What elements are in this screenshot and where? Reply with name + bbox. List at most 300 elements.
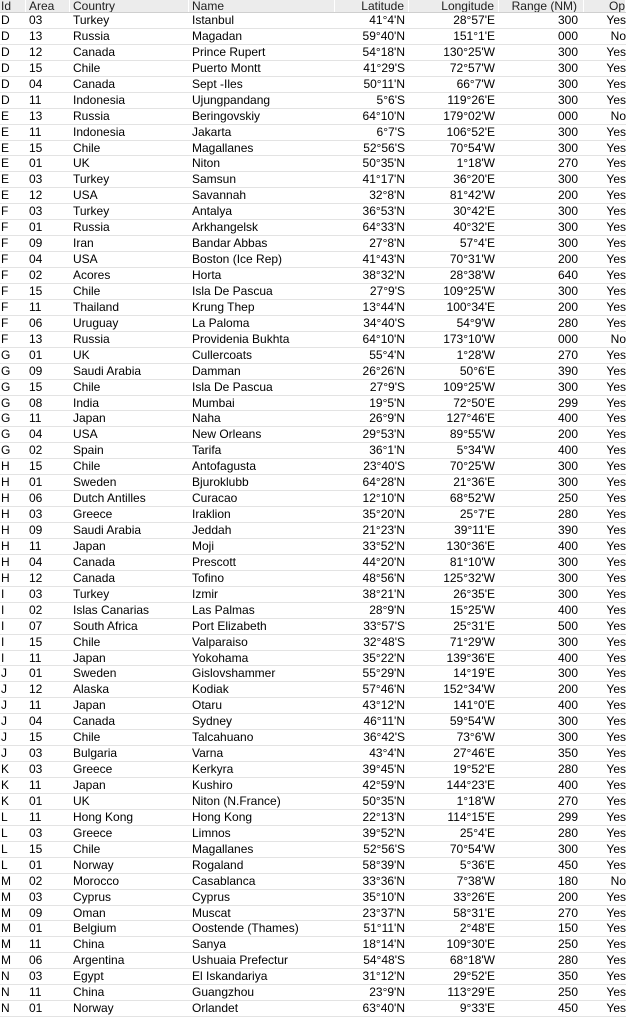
- area-cell: 11: [29, 299, 42, 314]
- latitude-cell: 21°23'N: [362, 523, 405, 537]
- table-header: [0, 0, 626, 13]
- area-cell: 03: [29, 825, 43, 840]
- op-cell: Yes: [606, 283, 626, 298]
- area-cell: 03: [29, 204, 43, 219]
- latitude-cell: 33°52'N: [362, 538, 405, 553]
- area-cell: 06: [29, 953, 43, 968]
- name-cell: Mumbai: [192, 395, 235, 410]
- longitude-cell: 109°25'W: [443, 379, 495, 394]
- op-cell: Yes: [606, 969, 626, 984]
- name-cell: Damman: [192, 363, 241, 378]
- range-cell: 450: [557, 857, 578, 872]
- name-cell: Jeddah: [192, 523, 232, 537]
- name-cell: Kodiak: [192, 682, 229, 697]
- area-cell: 12: [29, 188, 43, 203]
- longitude-cell: 71°29'W: [449, 634, 495, 649]
- range-cell: 350: [557, 969, 578, 984]
- table-row[interactable]: [0, 332, 626, 348]
- id-cell: D: [1, 76, 10, 91]
- country-cell: USA: [73, 188, 98, 203]
- table-row[interactable]: [0, 125, 626, 141]
- longitude-cell: 7°38'W: [456, 873, 495, 888]
- name-cell: Sydney: [192, 714, 233, 729]
- range-cell: 400: [557, 411, 578, 426]
- area-cell: 09: [29, 523, 43, 537]
- latitude-cell: 31°12'N: [362, 969, 405, 984]
- op-cell: Yes: [606, 730, 626, 745]
- name-cell: Magallanes: [192, 841, 254, 856]
- longitude-cell: 5°34'W: [456, 443, 495, 458]
- latitude-cell: 52°56'S: [363, 140, 405, 155]
- id-cell: K: [1, 793, 10, 808]
- country-cell: Japan: [73, 538, 106, 553]
- op-cell: Yes: [606, 124, 626, 139]
- table-row[interactable]: [0, 619, 626, 635]
- name-cell: Magallanes: [192, 140, 254, 155]
- longitude-cell: 54°9'W: [456, 315, 495, 330]
- id-cell: M: [1, 889, 11, 904]
- table-row[interactable]: [0, 539, 626, 555]
- name-cell: Sept -Iles: [192, 76, 243, 91]
- range-cell: 299: [557, 809, 578, 824]
- op-cell: Yes: [606, 475, 626, 490]
- table-row[interactable]: [0, 523, 626, 539]
- column-header-latitude[interactable]: Latitude: [335, 0, 409, 12]
- name-cell: Otaru: [192, 698, 223, 713]
- range-cell: 450: [557, 1001, 578, 1016]
- longitude-cell: 1°18'W: [456, 793, 495, 808]
- column-header-op[interactable]: Op: [584, 0, 626, 12]
- name-cell: Isla De Pascua: [192, 283, 273, 298]
- table-row[interactable]: [0, 778, 626, 794]
- name-cell: Port Elizabeth: [192, 618, 267, 633]
- country-cell: Japan: [73, 650, 106, 665]
- table-row[interactable]: [0, 459, 626, 475]
- latitude-cell: 23°9'N: [369, 985, 405, 1000]
- range-cell: 200: [557, 427, 578, 442]
- name-cell: Varna: [192, 746, 224, 761]
- latitude-cell: 59°40'N: [362, 28, 405, 43]
- op-cell: Yes: [606, 459, 626, 474]
- table-row[interactable]: [0, 842, 626, 858]
- latitude-cell: 54°18'N: [362, 44, 405, 59]
- id-cell: I: [1, 650, 5, 665]
- longitude-cell: 89°55'W: [449, 427, 495, 442]
- table-row[interactable]: [0, 651, 626, 667]
- area-cell: 11: [29, 124, 42, 139]
- area-cell: 15: [29, 283, 43, 298]
- table-row[interactable]: [0, 443, 626, 459]
- table-row[interactable]: [0, 794, 626, 810]
- range-cell: 250: [557, 985, 578, 1000]
- id-cell: K: [1, 762, 10, 777]
- range-cell: 300: [557, 44, 578, 59]
- name-cell: Prince Rupert: [192, 44, 266, 59]
- latitude-cell: 27°9'S: [369, 379, 405, 394]
- id-cell: L: [1, 857, 8, 872]
- table-row[interactable]: [0, 603, 626, 619]
- column-header-name[interactable]: Name: [189, 0, 335, 12]
- op-cell: Yes: [606, 427, 626, 442]
- longitude-cell: 173°10'W: [443, 331, 495, 346]
- longitude-cell: 15°25'W: [449, 602, 495, 617]
- range-cell: 300: [557, 714, 578, 729]
- area-cell: 12: [29, 570, 43, 585]
- range-cell: 000: [557, 331, 578, 346]
- area-cell: 15: [29, 379, 43, 394]
- op-cell: Yes: [606, 268, 626, 282]
- table-row[interactable]: [0, 810, 626, 826]
- range-cell: 300: [557, 124, 578, 139]
- range-cell: 270: [557, 156, 578, 171]
- table-row[interactable]: [0, 156, 626, 172]
- longitude-cell: 58°31'E: [453, 905, 495, 920]
- country-cell: South Africa: [73, 618, 138, 633]
- table-row[interactable]: [0, 682, 626, 698]
- latitude-cell: 35°22'N: [362, 650, 405, 665]
- area-cell: 15: [29, 459, 43, 474]
- country-cell: Argentina: [73, 953, 125, 968]
- area-cell: 11: [29, 698, 42, 713]
- table-row[interactable]: [0, 571, 626, 587]
- country-cell: Canada: [73, 44, 116, 59]
- op-cell: No: [610, 873, 626, 888]
- op-cell: Yes: [606, 937, 626, 952]
- country-cell: Cyprus: [73, 889, 112, 904]
- range-cell: 300: [557, 634, 578, 649]
- table-row[interactable]: [0, 666, 626, 682]
- longitude-cell: 70°25'W: [449, 459, 495, 474]
- table-row[interactable]: [0, 45, 626, 61]
- latitude-cell: 64°10'N: [362, 331, 405, 346]
- name-cell: Limnos: [192, 825, 231, 840]
- id-cell: G: [1, 379, 11, 394]
- name-cell: Muscat: [192, 905, 231, 920]
- latitude-cell: 39°45'N: [362, 762, 405, 777]
- range-cell: 640: [557, 268, 578, 282]
- country-cell: UK: [73, 347, 90, 362]
- longitude-cell: 57°4'E: [459, 236, 495, 251]
- op-cell: Yes: [606, 682, 626, 697]
- table-row[interactable]: [0, 475, 626, 491]
- name-cell: Yokohama: [192, 650, 249, 665]
- range-cell: 300: [557, 172, 578, 187]
- name-cell: Jakarta: [192, 124, 232, 139]
- column-header-range[interactable]: Range (NM): [499, 0, 584, 12]
- latitude-cell: 43°4'N: [369, 746, 405, 761]
- name-cell: Bjuroklubb: [192, 475, 249, 490]
- longitude-cell: 66°7'W: [456, 76, 495, 91]
- latitude-cell: 34°40'S: [363, 315, 405, 330]
- longitude-cell: 144°23'E: [446, 778, 495, 792]
- table-row[interactable]: [0, 13, 626, 29]
- latitude-cell: 38°32'N: [362, 268, 405, 282]
- area-cell: 11: [29, 92, 42, 107]
- longitude-cell: 81°42'W: [449, 188, 495, 203]
- table-row[interactable]: [0, 109, 626, 125]
- country-cell: Dutch Antilles: [73, 491, 146, 506]
- longitude-cell: 114°15'E: [447, 809, 495, 824]
- latitude-cell: 64°10'N: [362, 108, 405, 123]
- longitude-cell: 28°57'E: [453, 13, 495, 27]
- id-cell: J: [1, 666, 7, 681]
- area-cell: 03: [29, 969, 43, 984]
- id-cell: J: [1, 682, 7, 697]
- table-row[interactable]: [0, 364, 626, 380]
- latitude-cell: 42°59'N: [362, 778, 405, 792]
- table-row[interactable]: [0, 236, 626, 252]
- id-cell: F: [1, 220, 9, 235]
- country-cell: Saudi Arabia: [73, 363, 142, 378]
- table-row[interactable]: [0, 874, 626, 890]
- table-row[interactable]: [0, 858, 626, 874]
- op-cell: Yes: [606, 538, 626, 553]
- range-cell: 300: [557, 475, 578, 490]
- table-row[interactable]: [0, 890, 626, 906]
- name-cell: Puerto Montt: [192, 60, 261, 75]
- area-cell: 11: [29, 778, 42, 792]
- op-cell: No: [610, 28, 626, 43]
- table-row[interactable]: [0, 348, 626, 364]
- range-cell: 000: [557, 108, 578, 123]
- name-cell: Moji: [192, 538, 215, 553]
- latitude-cell: 29°53'N: [362, 427, 405, 442]
- table-row[interactable]: [0, 937, 626, 953]
- table-row[interactable]: [0, 762, 626, 778]
- country-cell: Bulgaria: [73, 746, 118, 761]
- table-row[interactable]: [0, 411, 626, 427]
- country-cell: India: [73, 395, 100, 410]
- name-cell: Kushiro: [192, 778, 233, 792]
- op-cell: No: [610, 108, 626, 123]
- table-row[interactable]: [0, 77, 626, 93]
- range-cell: 350: [557, 746, 578, 761]
- latitude-cell: 36°1'N: [369, 443, 405, 458]
- latitude-cell: 44°20'N: [362, 554, 405, 569]
- id-cell: F: [1, 236, 9, 251]
- name-cell: New Orleans: [192, 427, 262, 442]
- table-row[interactable]: [0, 491, 626, 507]
- table-row[interactable]: [0, 985, 626, 1001]
- latitude-cell: 33°36'N: [362, 873, 405, 888]
- name-cell: El Iskandariya: [192, 969, 268, 984]
- table-row[interactable]: [0, 555, 626, 571]
- country-cell: Greece: [73, 507, 113, 522]
- country-cell: Indonesia: [73, 124, 126, 139]
- country-cell: Acores: [73, 268, 111, 282]
- name-cell: Hong Kong: [192, 809, 253, 824]
- latitude-cell: 26°9'N: [369, 411, 405, 426]
- country-cell: UK: [73, 793, 90, 808]
- area-cell: 11: [29, 809, 42, 824]
- country-cell: Turkey: [73, 204, 110, 219]
- longitude-cell: 100°34'E: [446, 299, 495, 314]
- longitude-cell: 25°31'E: [453, 618, 495, 633]
- table-row[interactable]: [0, 1001, 626, 1017]
- name-cell: Magadan: [192, 28, 243, 43]
- name-cell: Antofagusta: [192, 459, 257, 474]
- latitude-cell: 41°43'N: [362, 252, 405, 267]
- longitude-cell: 119°26'E: [447, 92, 495, 107]
- longitude-cell: 152°34'W: [443, 682, 495, 697]
- latitude-cell: 57°46'N: [362, 682, 405, 697]
- id-cell: E: [1, 124, 10, 139]
- column-header-area[interactable]: Area: [26, 0, 70, 12]
- id-cell: H: [1, 570, 10, 585]
- area-cell: 11: [29, 985, 42, 1000]
- area-cell: 06: [29, 491, 43, 506]
- table-body: [0, 13, 626, 1017]
- name-cell: Savannah: [192, 188, 247, 203]
- name-cell: Rogaland: [192, 857, 244, 872]
- id-cell: H: [1, 523, 10, 537]
- table-row[interactable]: [0, 188, 626, 204]
- table-row[interactable]: [0, 284, 626, 300]
- area-cell: 11: [29, 411, 42, 426]
- table-row[interactable]: [0, 141, 626, 157]
- id-cell: F: [1, 299, 9, 314]
- longitude-cell: 141°0'E: [453, 698, 495, 713]
- name-cell: Curacao: [192, 491, 238, 506]
- op-cell: Yes: [606, 204, 626, 219]
- latitude-cell: 18°14'N: [362, 937, 405, 952]
- country-cell: Islas Canarias: [73, 602, 150, 617]
- id-cell: F: [1, 268, 9, 282]
- id-cell: G: [1, 411, 11, 426]
- name-cell: Izmir: [192, 586, 218, 601]
- area-cell: 01: [29, 666, 43, 681]
- latitude-cell: 48°56'N: [362, 570, 405, 585]
- op-cell: Yes: [606, 714, 626, 729]
- longitude-cell: 25°7'E: [459, 507, 495, 522]
- range-cell: 300: [557, 220, 578, 235]
- area-cell: 03: [29, 507, 43, 522]
- country-cell: Chile: [73, 634, 101, 649]
- latitude-cell: 23°40'S: [363, 459, 405, 474]
- longitude-cell: 109°25'W: [443, 283, 495, 298]
- table-row[interactable]: [0, 714, 626, 730]
- longitude-cell: 36°20'E: [453, 172, 495, 187]
- country-cell: Japan: [73, 698, 106, 713]
- country-cell: Chile: [73, 841, 101, 856]
- op-cell: Yes: [606, 985, 626, 1000]
- range-cell: 400: [557, 650, 578, 665]
- table-row[interactable]: [0, 220, 626, 236]
- table-row[interactable]: [0, 427, 626, 443]
- op-cell: Yes: [606, 1001, 626, 1016]
- longitude-cell: 109°30'E: [446, 937, 495, 952]
- table-row[interactable]: [0, 746, 626, 762]
- table-row[interactable]: [0, 300, 626, 316]
- longitude-cell: 70°31'W: [449, 252, 495, 267]
- country-cell: Chile: [73, 60, 101, 75]
- table-row[interactable]: [0, 953, 626, 969]
- longitude-cell: 1°18'W: [456, 156, 495, 171]
- op-cell: Yes: [606, 698, 626, 713]
- table-row[interactable]: [0, 29, 626, 45]
- table-row[interactable]: [0, 61, 626, 77]
- table-row[interactable]: [0, 268, 626, 284]
- latitude-cell: 6°7'S: [376, 124, 405, 139]
- range-cell: 300: [557, 586, 578, 601]
- id-cell: L: [1, 841, 8, 856]
- latitude-cell: 52°56'S: [363, 841, 405, 856]
- op-cell: Yes: [606, 44, 626, 59]
- name-cell: Guangzhou: [192, 985, 255, 1000]
- area-cell: 04: [29, 554, 43, 569]
- area-cell: 03: [29, 13, 43, 27]
- country-cell: Belgium: [73, 921, 117, 936]
- table-row[interactable]: [0, 921, 626, 937]
- country-cell: USA: [73, 252, 98, 267]
- op-cell: Yes: [606, 905, 626, 920]
- name-cell: Tarifa: [192, 443, 222, 458]
- table-row[interactable]: [0, 507, 626, 523]
- column-header-id[interactable]: Id: [0, 0, 26, 12]
- area-cell: 12: [29, 44, 43, 59]
- id-cell: F: [1, 283, 9, 298]
- country-cell: Japan: [73, 411, 106, 426]
- area-cell: 13: [29, 331, 43, 346]
- table-row[interactable]: [0, 698, 626, 714]
- table-row[interactable]: [0, 204, 626, 220]
- op-cell: Yes: [606, 156, 626, 171]
- range-cell: 270: [557, 347, 578, 362]
- table-row[interactable]: [0, 252, 626, 268]
- table-row[interactable]: [0, 587, 626, 603]
- latitude-cell: 32°8'N: [369, 188, 405, 203]
- table-row[interactable]: [0, 396, 626, 412]
- country-cell: Japan: [73, 778, 106, 792]
- op-cell: Yes: [606, 60, 626, 75]
- op-cell: Yes: [606, 188, 626, 203]
- country-cell: Alaska: [73, 682, 110, 697]
- id-cell: L: [1, 809, 8, 824]
- area-cell: 03: [29, 586, 43, 601]
- op-cell: Yes: [606, 889, 626, 904]
- table-row[interactable]: [0, 730, 626, 746]
- area-cell: 01: [29, 220, 43, 235]
- table-row[interactable]: [0, 826, 626, 842]
- area-cell: 15: [29, 841, 43, 856]
- area-cell: 08: [29, 395, 43, 410]
- table-row[interactable]: [0, 969, 626, 985]
- country-cell: Russia: [73, 108, 110, 123]
- longitude-cell: 19°52'E: [453, 762, 495, 777]
- name-cell: Gislovshammer: [192, 666, 276, 681]
- table-row[interactable]: [0, 635, 626, 651]
- op-cell: Yes: [606, 586, 626, 601]
- table-row[interactable]: [0, 380, 626, 396]
- latitude-cell: 35°20'N: [362, 507, 405, 522]
- area-cell: 15: [29, 140, 43, 155]
- latitude-cell: 55°29'N: [362, 666, 405, 681]
- op-cell: Yes: [606, 299, 626, 314]
- country-cell: Saudi Arabia: [73, 523, 142, 537]
- table-row[interactable]: [0, 906, 626, 922]
- column-header-country[interactable]: Country: [70, 0, 189, 12]
- op-cell: Yes: [606, 921, 626, 936]
- table-row[interactable]: [0, 172, 626, 188]
- latitude-cell: 36°53'N: [362, 204, 405, 219]
- country-cell: Norway: [73, 1001, 114, 1016]
- table-row[interactable]: [0, 316, 626, 332]
- table-row[interactable]: [0, 93, 626, 109]
- country-cell: Indonesia: [73, 92, 126, 107]
- column-header-longitude[interactable]: Longitude: [409, 0, 499, 12]
- name-cell: Arkhangelsk: [192, 220, 259, 235]
- op-cell: Yes: [606, 857, 626, 872]
